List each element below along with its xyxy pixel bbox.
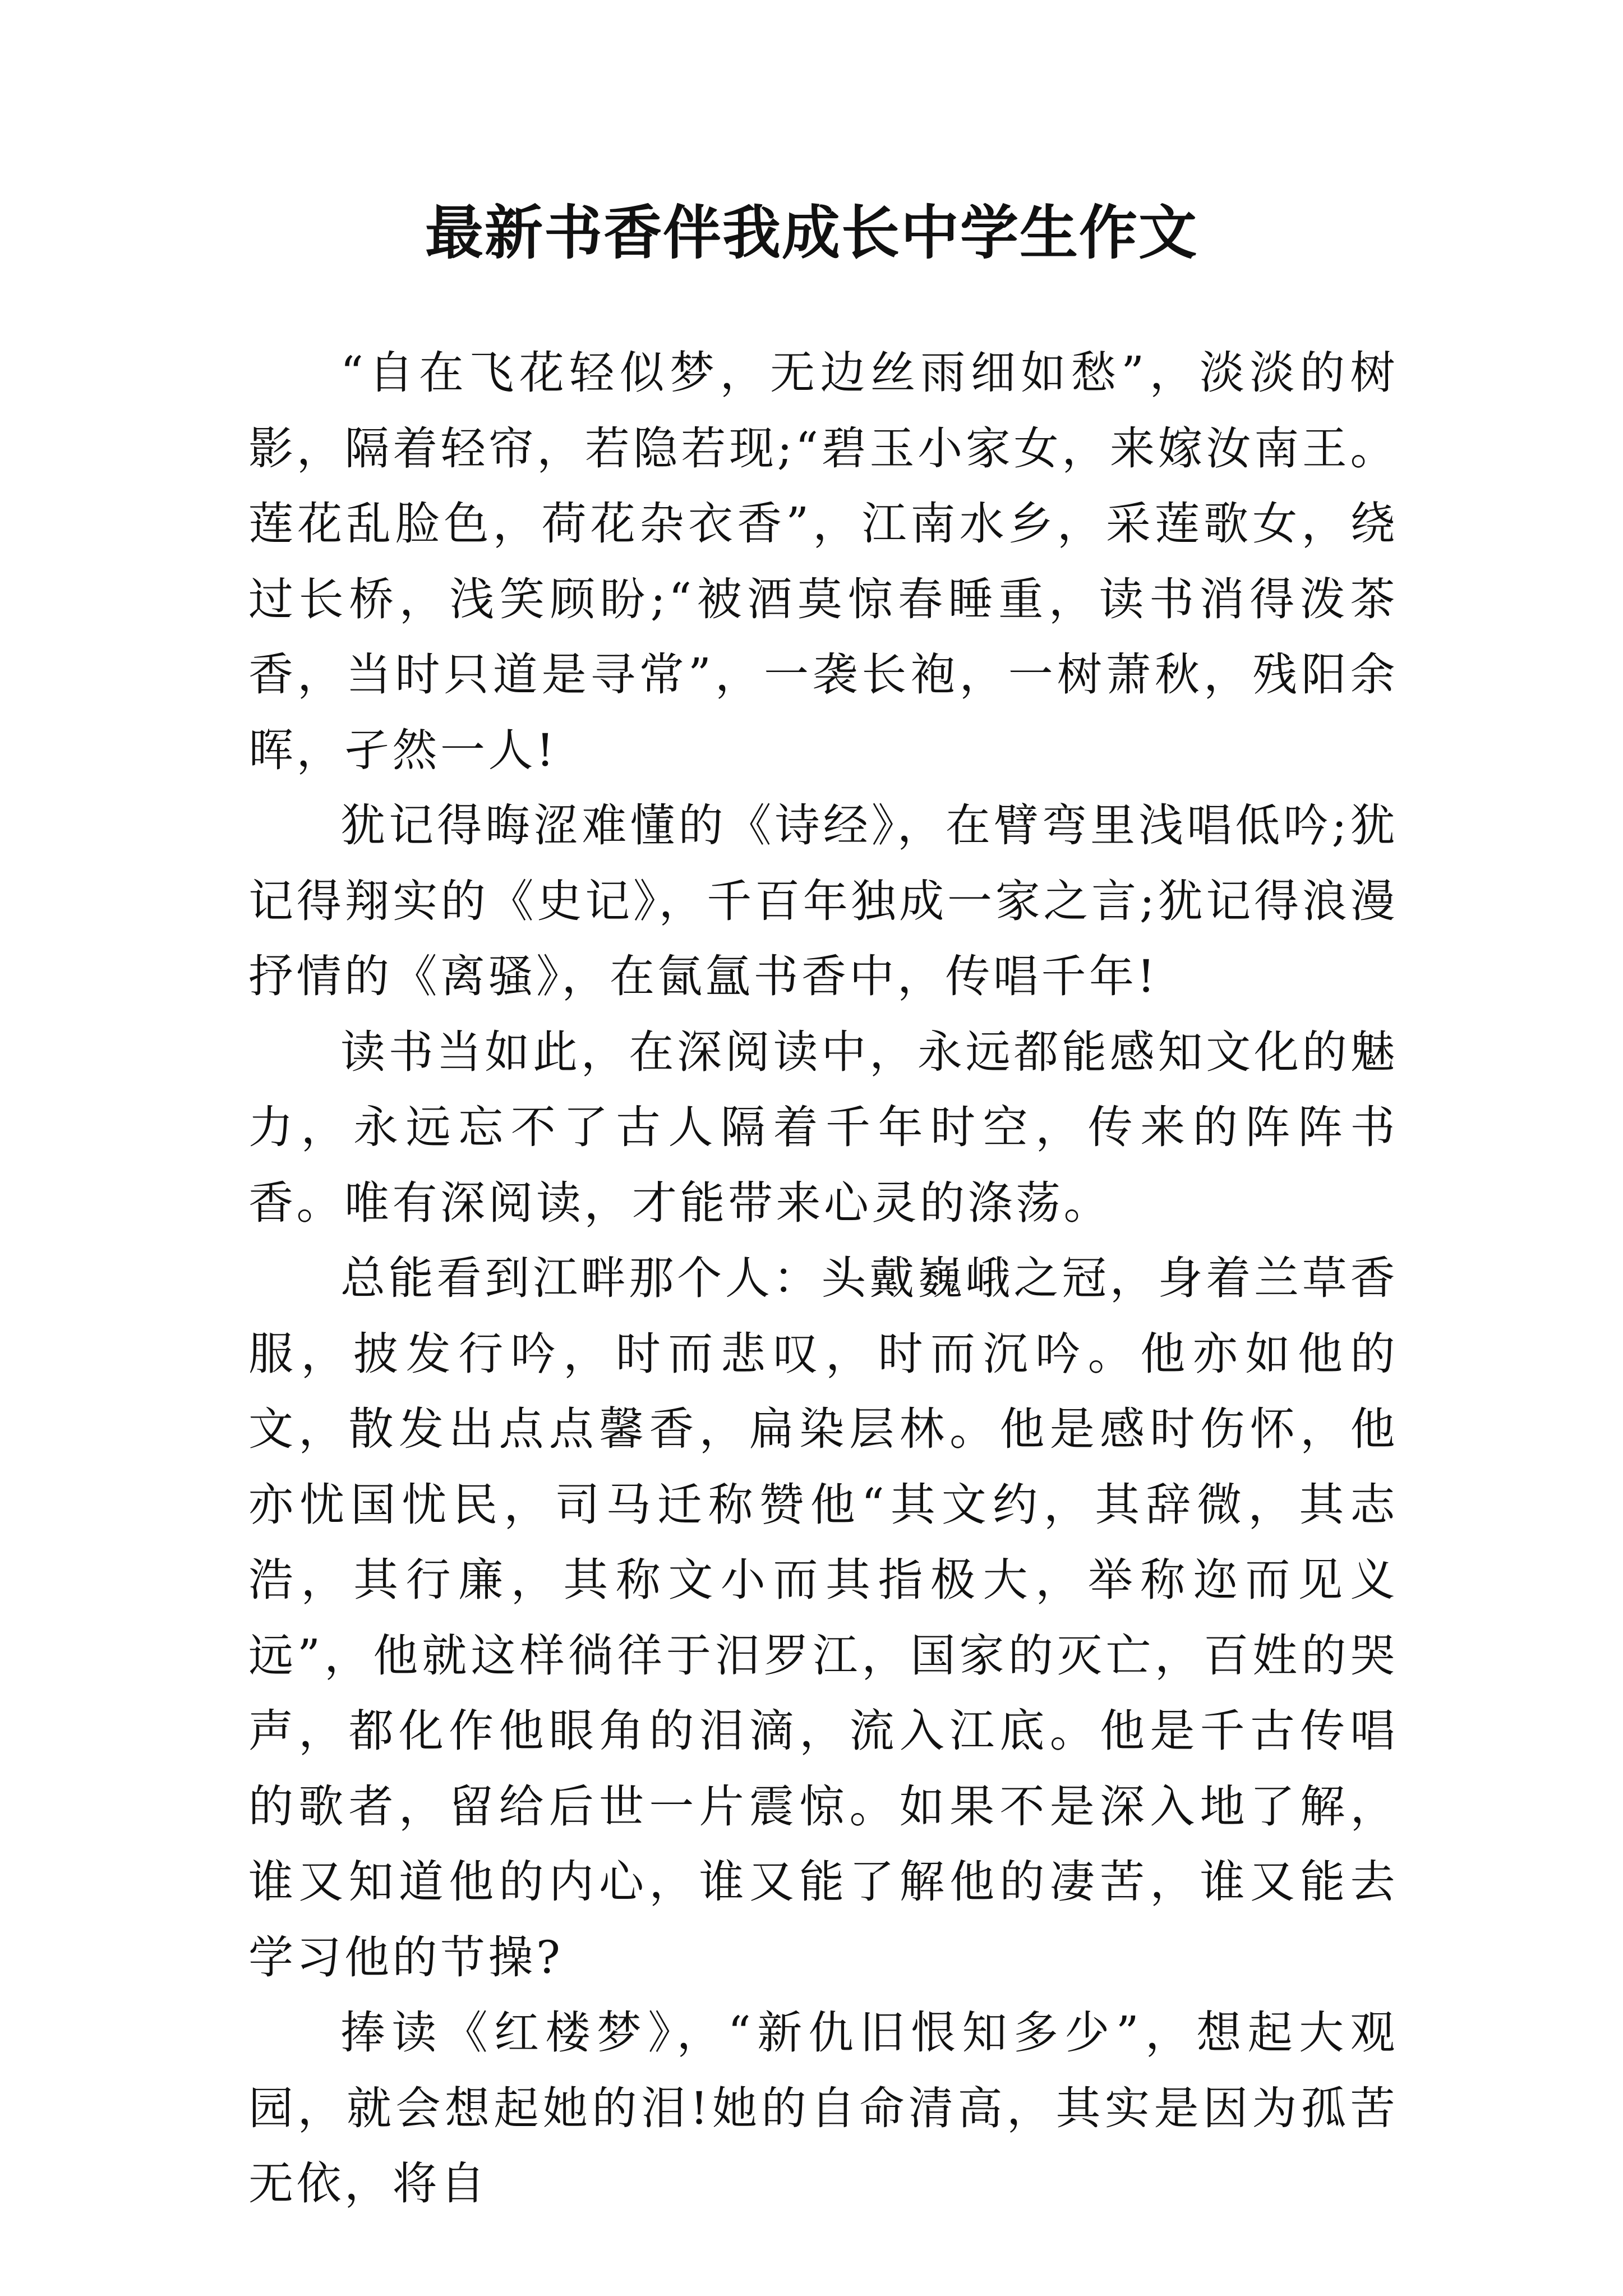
paragraph-3: 读书当如此，在深阅读中，永远都能感知文化的魅力，永远忘不了古人隔着千年时空，传来的阵阵书香。唯有深阅读，才能带来心灵的涤荡。	[248, 1025, 1398, 1229]
paragraph-5: 捧读《红楼梦》，“新仇旧恨知多少”，想起大观园，就会想起她的泪!她的自命清高，其实是因为孤苦无依，将自	[248, 2007, 1398, 2210]
paragraph-2: 犹记得晦涩难懂的《诗经》，在臂弯里浅唱低吟;犹记得翔实的《史记》，千百年独成一家之言;犹记得浪漫抒情的《离骚》，在氤氲书香中，传唱千年!	[248, 799, 1398, 1002]
document-body	[248, 335, 1398, 2222]
document-title: 最新书香伴我成长中学生作文	[425, 199, 1198, 267]
paragraph-4: 总能看到江畔那个人：头戴巍峨之冠，身着兰草香服，披发行吟，时而悲叹，时而沉吟。他亦如他的文，散发出点点馨香，扁染层林。他是感时伤怀，他亦忧国忧民，司马迁称赞他“其文约，其辞微，其志浩，其行廉，其称文小而其指极大，举称迩而见义远”，他就这样徜徉于汨罗江，国家的灭亡，百姓的哭声，都化作他眼角的泪滴，流入江底。他是千古传唱的歌者，留给后世一片震惊。如果不是深入地了解，谁又知道他的内心，谁又能了解他的凄苦，谁又能去学习他的节操?	[248, 1252, 1398, 1984]
paragraph-1: “自在飞花轻似梦，无边丝雨细如愁”，淡淡的树影，隔着轻帘，若隐若现;“碧玉小家女，来嫁汝南王。莲花乱脸色，荷花杂衣香”，江南水乡，采莲歌女，绕过长桥，浅笑顾盼;“被酒莫惊春睡重，读书消得泼茶香，当时只道是寻常”，一袭长袍，一树萧秋，残阳余晖，孑然一人!	[248, 347, 1398, 776]
